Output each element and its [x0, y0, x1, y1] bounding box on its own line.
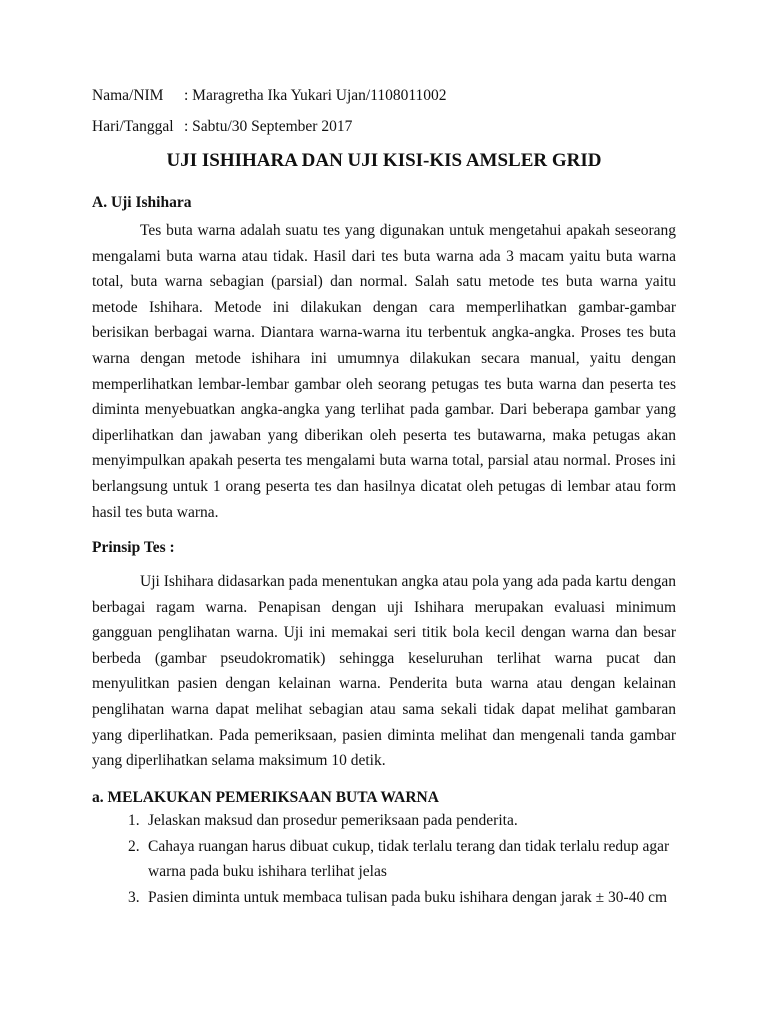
hari-tanggal-row [92, 118, 352, 136]
nama-nim-value: : Maragretha Ika Yukari Ujan/1108011002 [184, 87, 447, 104]
list-item [128, 808, 676, 834]
step-text: Jelaskan maksud dan prosedur pemeriksaan pada penderita. [148, 812, 518, 829]
step-number: 1. [128, 812, 140, 829]
step-text: Cahaya ruangan harus dibuat cukup, tidak terlalu terang dan tidak terlalu redup agar warna pada buku ishihara terlihat jelas [148, 837, 670, 880]
section-a-heading: A. Uji Ishihara [92, 194, 192, 211]
step-text: Pasien diminta untuk membaca tulisan pada buku ishihara dengan jarak ± 30-40 cm [148, 888, 668, 906]
pemeriksaan-steps-list [128, 808, 676, 910]
step-number: 3. [128, 888, 140, 906]
hari-tanggal-value: : Sabtu/30 September 2017 [184, 118, 353, 135]
prinsip-paragraph: Uji Ishihara didasarkan pada menentukan angka atau pola yang ada pada kartu dengan berbagai ragam warna. Penapisan dengan uji Ishihara merupakan evaluasi minimum gangguan penglihatan warna. Uji ini memakai seri titik bola kecil dengan warna dan besar berbeda (gambar pseudokromatik) sehingga keseluruhan terlihat warna pucat dan menyulitkan pasien dengan kelainan warna. Penderita buta warna atau dengan kelainan penglihatan warna dapat melihat sebagian atau sama sekali tidak dapat melihat gambaran yang diperlihatkan. Pada pemeriksaan, pasien diminta melihat dan mengenali tanda gambar yang diperlihatkan selama maksimum 10 detik. [92, 573, 676, 770]
list-item [128, 834, 676, 885]
section-a-paragraph: Tes buta warna adalah suatu tes yang digunakan untuk mengetahui apakah seseorang mengalami buta warna atau tidak. Hasil dari tes buta warna ada 3 macam yaitu buta warna total, buta warna sebagian (parsial) dan normal. Salah satu metode tes buta warna yaitu metode Ishihara. Metode ini dilakukan dengan cara memperlihatkan gambar-gambar berisikan berbagai warna. Diantara warna-warna itu terbentuk angka-angka. Proses tes buta warna dengan metode ishihara ini umumnya dilakukan secara manual, yaitu dengan memperlihatkan lembar-lembar gambar oleh seorang petugas tes buta warna dan peserta tes diminta menyebuatkan angka-angka yang terlihat pada gambar. Dari beberapa gambar yang diperlihatkan dan jawaban yang diberikan oleh peserta tes butawarna, maka petugas akan menyimpulkan apakah peserta tes mengalami buta warna total, parsial atau normal. Proses ini berlangsung untuk 1 orang peserta tes dan hasilnya dicatat oleh petugas di lembar atau form hasil tes buta warna. [92, 222, 676, 521]
document-title: UJI ISHIHARA DAN UJI KISI-KIS AMSLER GRID [166, 150, 602, 171]
step-number: 2. [128, 837, 140, 855]
pemeriksaan-heading: a. MELAKUKAN PEMERIKSAAN BUTA WARNA [92, 789, 439, 806]
hari-tanggal-label: Hari/Tanggal [92, 118, 174, 135]
nama-nim-row [92, 87, 447, 105]
list-item [128, 885, 676, 911]
nama-nim-label: Nama/NIM [92, 87, 164, 104]
prinsip-heading: Prinsip Tes : [92, 539, 175, 556]
